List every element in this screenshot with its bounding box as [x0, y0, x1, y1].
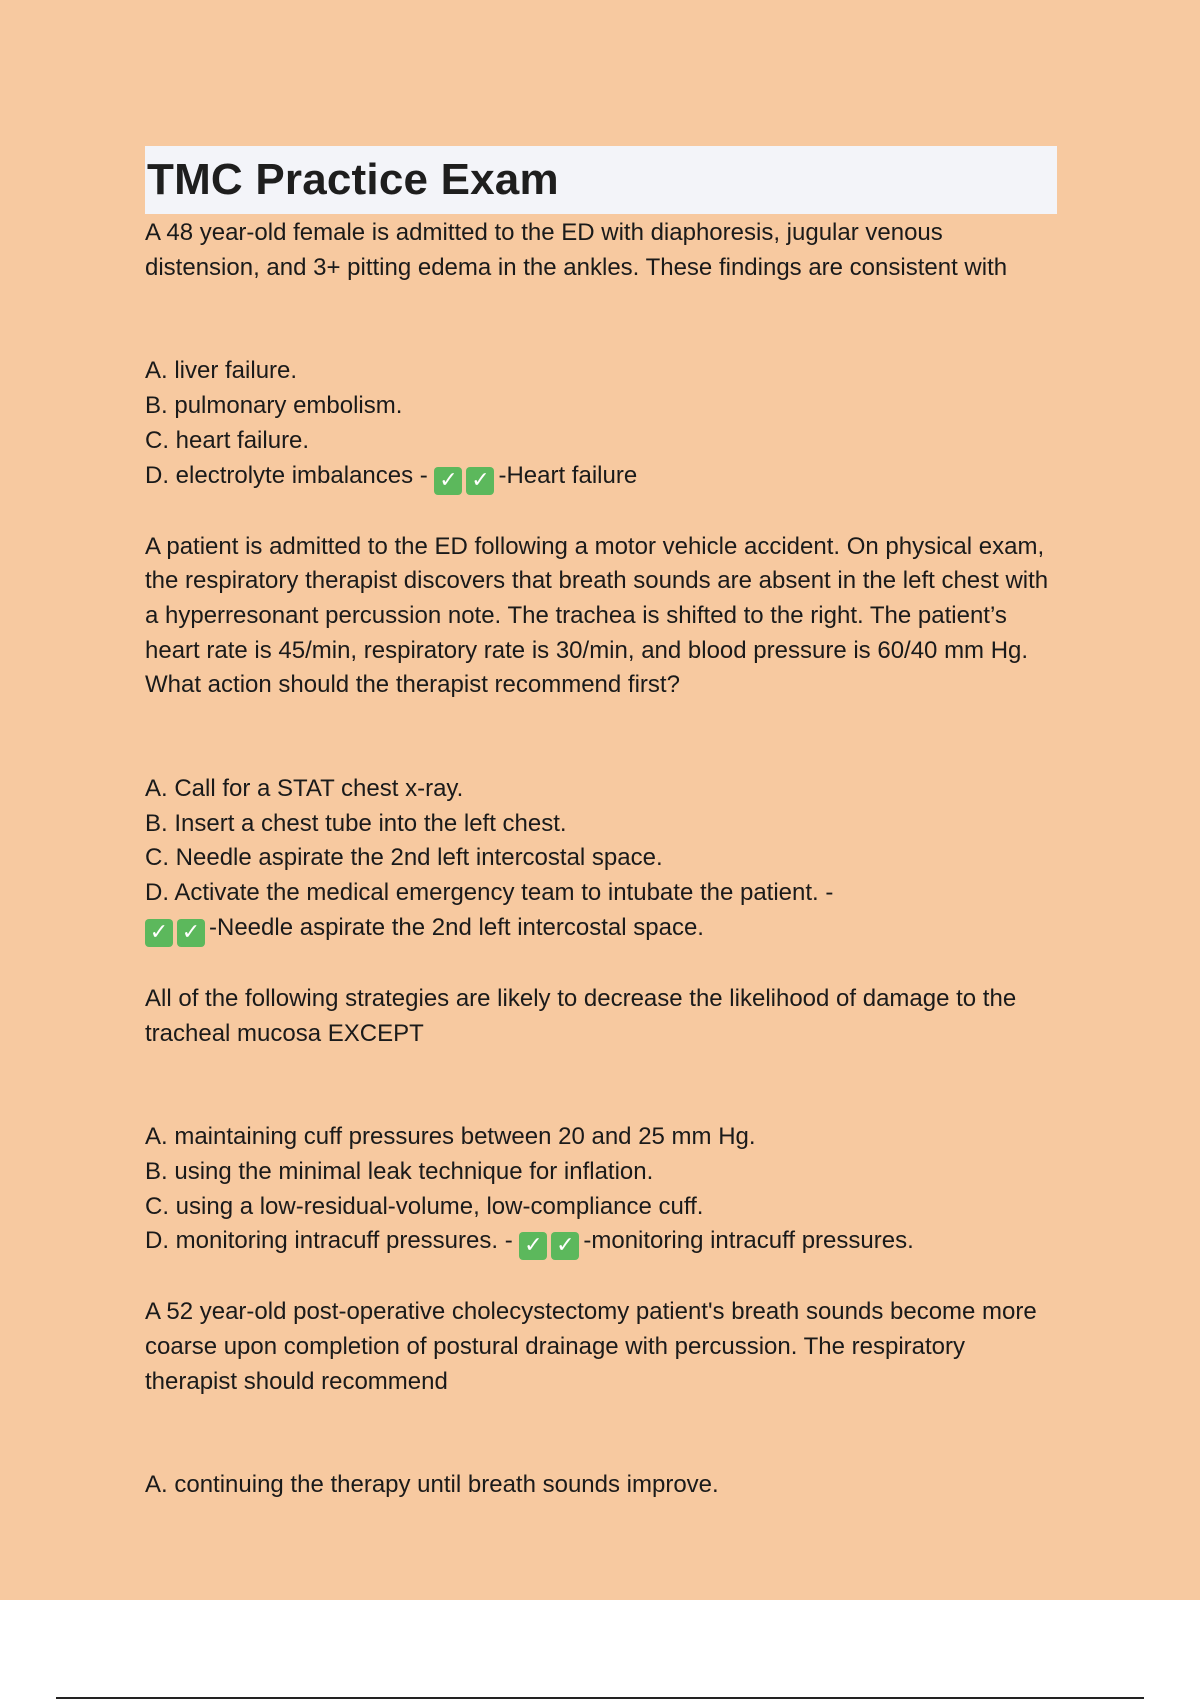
question-1-stem: A 48 year-old female is admitted to the ED with diaphoresis, jugular venous distension, and 3+ pitting edema in the ankles. These findings are consistent with: [145, 219, 1008, 281]
question-1-option-a: A. liver failure.: [145, 357, 298, 385]
question-4-options: [145, 1468, 1057, 1503]
question-2-option-b: B. Insert a chest tube into the left chest.: [145, 809, 567, 837]
check-mark-icon: ✓: [519, 1232, 547, 1260]
title-banner: [145, 146, 1057, 214]
check-mark-icon: ✓: [434, 467, 462, 495]
footer-divider: [56, 1697, 1144, 1699]
question-1-options: [145, 354, 1057, 494]
question-2-option-d: D. Activate the medical emergency team to intubate the patient. -: [145, 879, 834, 907]
question-2-stem: A patient is admitted to the ED following a motor vehicle accident. On physical exam, the respiratory therapist discovers that breath sounds are absent in the left chest with a hyperresonant percussion note. The trachea is shifted to the right. The patient’s heart rate is 45/min, respiratory rate is 30/min, and blood pressure is 60/40 mm Hg. What action should the therapist recommend first?: [145, 532, 1049, 699]
check-mark-icon: ✓: [551, 1232, 579, 1260]
question-3-answer: -monitoring intracuff pressures.: [583, 1227, 914, 1255]
question-1-option-d-line: [145, 459, 1057, 495]
question-3-stem: All of the following strategies are likely to decrease the likelihood of damage to the tracheal mucosa EXCEPT: [145, 984, 1017, 1047]
page-title: TMC Practice Exam: [147, 155, 559, 204]
question-4-option-a: A. continuing the therapy until breath sounds improve.: [145, 1471, 719, 1499]
question-3-option-d-line: [145, 1224, 1057, 1260]
question-4-stem: A 52 year-old post-operative cholecystectomy patient's breath sounds become more coarse upon completion of postural drainage with percussion. The respiratory therapist should recommend: [145, 1298, 1037, 1395]
check-mark-icon: ✓: [145, 919, 173, 947]
question-2-option-a: A. Call for a STAT chest x-ray.: [145, 775, 464, 803]
check-mark-icon: ✓: [177, 919, 205, 947]
question-1-option-d: D. electrolyte imbalances -: [145, 461, 435, 489]
question-2-option-c: C. Needle aspirate the 2nd left intercostal space.: [145, 844, 663, 872]
question-3-option-a: A. maintaining cuff pressures between 20 and 25 mm Hg.: [145, 1123, 756, 1151]
question-3-options: [145, 1120, 1057, 1260]
question-1-answer: -Heart failure: [498, 461, 638, 489]
check-mark-icon: ✓: [466, 467, 494, 495]
document-content: [145, 146, 1057, 1503]
question-2-options: [145, 772, 1057, 947]
question-1-option-b: B. pulmonary embolism.: [145, 392, 403, 420]
question-3-option-c: C. using a low-residual-volume, low-compliance cuff.: [145, 1192, 704, 1220]
question-2-answer-line: [145, 911, 1057, 947]
question-1-option-c: C. heart failure.: [145, 426, 310, 454]
question-3-option-d: D. monitoring intracuff pressures. -: [145, 1227, 520, 1255]
question-2-answer: -Needle aspirate the 2nd left intercostal space.: [209, 913, 704, 941]
question-3-option-b: B. using the minimal leak technique for inflation.: [145, 1157, 654, 1185]
